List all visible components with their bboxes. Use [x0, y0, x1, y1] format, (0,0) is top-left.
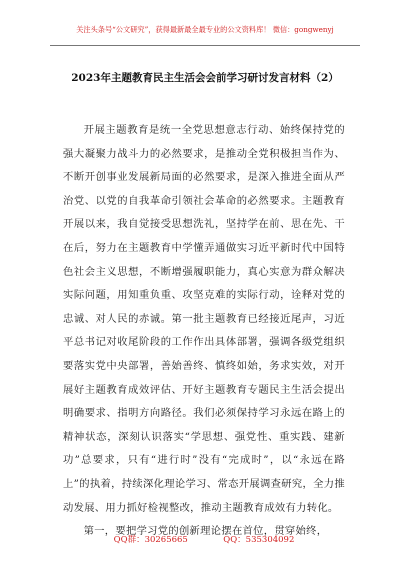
body-paragraph-1: 开展主题教育是统一全党思想意志行动、始终保持党的强大凝聚力战斗力的必然要求，是推动全党积极担当作为、不断开创事业发展新局面的必然要求，是深入推进全面从严治党、以党的自我革命引领社会革命的必然要求。主题教育开展以来，我自觉接受思想洗礼，坚持学在前、思在先、干在后，努力在主题教育中学懂弄通做实习近平新时代中国特色社会主义思想，不断增强履职能力，真心实意为群众解决实际问题，用知重负重、攻坚克难的实际行动，诠释对党的忠诚、对人民的赤诚。第一批主题教育已经接近尾声，习近平总书记对收尾阶段的工作作出具体部署，强调各级党组织要落实党中央部署，善始善终、慎终如始，务求实效，对开展好主题教育成效评估、开好主题教育专题民主生活会提出明确要求、指明方向路径。我们必须保持学习永远在路上的精神状态，深刻认识落实“学思想、强党性、重实践、建新功”总要求，只有“进行时”没有“完成时”，以“永远在路上”的执着，持续深化理论学习、常态开展调查研究，全力推动发展、用力抓好检视整改，推动主题教育成效有力转化。 [63, 124, 345, 514]
footer-qq-number: QQ：535304092 [223, 535, 295, 545]
header-divider [50, 45, 360, 46]
footer-contact [0, 534, 408, 546]
body-paragraph-2: 第一，要把学习党的创新理论摆在首位，贯穿始终， [83, 525, 328, 538]
footer-qq-group: QQ群：30265665 [113, 535, 188, 545]
header-banner: 关注头条号“公文研究”，获得最新最全最专业的公文资料库！ 微信：gongwenyj [76, 25, 334, 34]
document-body [63, 119, 345, 544]
document-title: 2023年主题教育民主生活会会前学习研讨发言材料（2） [71, 72, 339, 84]
